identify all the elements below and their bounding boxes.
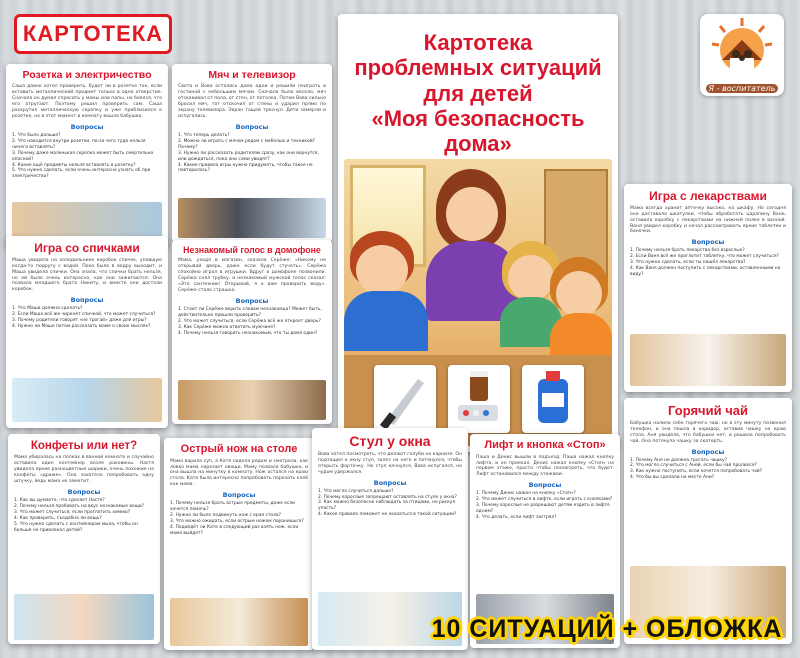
card-title: Розетка и электричество (22, 69, 152, 81)
logo (700, 14, 784, 96)
card-illustration (178, 380, 326, 420)
card-text: Света и Вова остались дома одни и решили поиграть в гостиной с небольшим мячом. Сначала было весело, мяч отскакивал от пола, от стен, от потолка. Потом Вова сильно бросил мяч, тот отскочил от стены и ударил прямо по экрану телевизора. Экран тащей треснул. Дети замерли и испугались. (178, 84, 326, 119)
card-title: Лифт и кнопка «Стоп» (484, 439, 606, 451)
question-item: 1. Почему Аня не должна трогать чашку? (630, 457, 727, 463)
card-matches (6, 236, 168, 428)
questions-heading: Вопросы (691, 447, 725, 456)
card-text: Паша и Денис вышли в подъезд. Паша нажал кнопку лифта, и он приехал. Денис нажал кнопку «Стоп» на первом этаже, просто чтобы посмотреть, что будет. Лифт остановился между этажами. (476, 454, 614, 478)
question-item: 2. Почему нельзя пробовать на вкус незнакомые вещи? (14, 503, 144, 509)
card-text: Бабушка налила себе горячего чаю, но в эту минуту позвонил телефон, и она пошла в коридор, оставив чашку на краю стола. Аня увидела, что бабушки нет, и решила попробовать чай. Она потянула чашку за скатерть. (630, 420, 786, 444)
questions-heading: Вопросы (235, 122, 269, 131)
question-item: 3. Почему родители говорят «не трогай» даже для игры? (12, 318, 147, 324)
card-text: Мама варила суп, а Катя сидела рядом и смотрела, как ловко мама нарезает овощи. Маму позвала бабушка, и она вышла на минутку в комнату. Нож остался на краю стола. Кате было интересно попробовать порезать хлеб как мама. (170, 458, 308, 488)
card-title: Игра с лекарствами (649, 189, 767, 203)
card-medicine (624, 184, 792, 392)
card-title: Горячий чай (668, 403, 748, 418)
card-text: Маша увидела на холодильнике коробок спичек, упавшую когда-то подругу с водой. Пока была в ведру выходит, и Маша увидела спички. Она знала, что спички брать нельзя, но ей было очень интересно, как они зажигаются. Она позвала младшего брата Никиту, и вместе они достали коробок. (12, 257, 162, 293)
question-item: 4. Как Ваня должен поступить с лекарствами, оставленными на виду? (630, 266, 781, 278)
question-item: 2. Что может случиться, если Серёжа всё же откроет дверь? (178, 318, 321, 324)
card-illustration (12, 378, 162, 422)
question-item: 3. Почему даже маленькая скрепка может быть смертельно опасной? (12, 150, 154, 162)
question-item: 4. Какие правила игры нужно придумать, чтобы такое не повторилось? (178, 162, 313, 174)
card-socket (6, 64, 168, 248)
question-item: 2. Если Ваня всё же проглотит таблетку, что может случиться? (630, 254, 779, 260)
knife-card (374, 365, 436, 433)
question-item: 2. Что может случиться в лифте, если играть с кнопками? (476, 497, 613, 503)
question-item: 1. Почему нельзя брать лекарства без взрослых? (630, 248, 745, 254)
question-item: 3. Что можно ожидать, если острым ножом поранишься? (170, 519, 304, 525)
card-text: Мама всегда хранит аптечку высоко, на шкафу. Но сегодня она доставала шкатулки, чтобы обработать царапину Ване, оставила коробку с лекарствами на нижней полке в ванной. Ваня увидел коробку и начал рассматривать яркие таблетки и баночки. (630, 205, 786, 235)
question-item: 2. Можно ли играть с мячом рядом с мебелью и техникой? Почему? (178, 138, 315, 150)
detergent-icon (522, 365, 584, 433)
question-item: 4. Почему нельзя говорить незнакомым, что ты дома один? (178, 330, 318, 336)
question-item: 4. Какое правило поможет не оказаться в такой ситуации? (318, 512, 457, 518)
question-item: 1. Почему нельзя брать острые предметы, даже если хочется помочь? (170, 501, 296, 513)
question-item: 3. Как можно безопасно наблюдать за птицами, не рискуя упасть? (318, 500, 455, 512)
card-hot-tea (624, 398, 792, 644)
card-illustration (630, 334, 786, 386)
cover-title-line4: «Моя безопасность дома» (371, 105, 585, 157)
card-ball-tv (172, 64, 332, 242)
card-intercom (172, 240, 332, 424)
card-text: Мама, уходя в магазин, сказала Серёже: «Никому не открывай дверь, даже если будут стучать». Серёжа спокойно играл в игрушки. Вдруг в домофоне позвонили. Серёжа снял трубку, и незнакомый мужской голос сказал: «Это сантехник! Открывай, я к вам проверить воду». Серёже стало страшно. (178, 258, 326, 294)
questions-heading: Вопросы (70, 122, 104, 131)
card-knife (164, 438, 314, 650)
card-title: Игра со спичками (34, 241, 140, 255)
girl-face (508, 255, 554, 301)
question-item: 1. Что теперь делать? (178, 132, 230, 138)
card-title: Стул у окна (349, 433, 431, 449)
question-item: 3. Что может случиться, если проглотить химию? (14, 509, 131, 515)
boy-right-face (556, 271, 602, 317)
card-title: Острый нож на столе (180, 443, 298, 455)
logo-emblem-icon (700, 14, 784, 78)
question-item: 4. Какие ещё предметы нельзя вставлять в розетку? (12, 162, 136, 168)
question-item: 2. Нужно ли было подвинуть нож с края стола? (170, 513, 281, 519)
card-illustration (14, 594, 154, 640)
question-item: 5. Что нужно сделать с контейнером мыла, чтобы он больше не привлекал детей? (14, 521, 138, 533)
question-item: 2. Что находится внутри розетки, по-за чего туда нельзя ничего вставлять? (12, 138, 146, 150)
question-item: 4. Что бы вы сделали на месте Ани? (630, 475, 715, 481)
questions-heading: Вопросы (70, 296, 104, 305)
question-item: 3. Почему взрослые не разрешают детям ездить в лифте одним? (476, 503, 610, 515)
question-item: 3. Что нужно сделать, если ты нашёл лекарства? (630, 260, 746, 266)
question-item: 1. Как вы думаете, что сделает Настя? (14, 497, 105, 503)
question-item: 2. Почему взрослые запрещают оставлять на стуле у окна? (318, 494, 457, 500)
cover-title-line2: проблемных ситуаций (354, 55, 602, 81)
questions-heading: Вопросы (373, 478, 407, 487)
mother-face (446, 187, 498, 241)
footer-banner: 10 СИТУАЦИЙ + ОБЛОЖКА (431, 615, 783, 643)
questions-heading: Вопросы (691, 238, 725, 247)
pills-icon (448, 365, 510, 433)
header-badge: КАРТОТЕКА (14, 14, 172, 54)
logo-caption: Я - воспитатель (706, 84, 778, 93)
questions-heading: Вопросы (235, 297, 269, 306)
card-title: Мяч и телевизор (208, 69, 296, 81)
card-text: Вова хотел посмотреть, что делают голуби на карнизе. Он подтащил к окну стул, залез на него и потянулся, чтобы открыть форточку. Но стул качнулся, Вова испугался, но чудом удержался. (318, 451, 462, 475)
question-item: 5. Что нужно сделать, если очень интересно узнать об при электричество? (12, 168, 151, 180)
question-item: 1. Что Маша должна сделать? (12, 306, 83, 312)
question-item: 1. Что было дальше? (12, 132, 61, 138)
question-item: 4. Что делать, если лифт застрял? (476, 515, 557, 521)
question-item: 3. Как Серёже можно ответить мужчине? (178, 324, 276, 330)
card-title: Незнакомый голос в домофоне (183, 245, 321, 255)
boy-left-body (344, 291, 428, 351)
card-illustration (170, 598, 308, 646)
questions-heading: Вопросы (528, 481, 562, 490)
boy-left-face (356, 245, 408, 295)
questions-heading: Вопросы (67, 487, 101, 496)
question-item: 1. Почему Денис нажал на кнопку «Стоп»? (476, 491, 576, 497)
cover-card (338, 14, 618, 452)
question-item: 1. Что могло случиться дальше? (318, 488, 394, 494)
card-text: Саша давно хотел проверить, будет ли в розетке ток, если вставить металлический предмет только в одно отверстие. Сначала он думал спросить у мамы или папы, но боялся, что его отругают. Поэтому решил проверить сам. Саша раскрутил металлическую скрепку и уже приблизился к розетке, но в этот момент в комнату вошла бабушка. (12, 84, 162, 119)
question-item: 2. Если Маша всё же чиркнет спичкой, что может случиться? (12, 312, 156, 318)
cover-title (338, 14, 618, 156)
questions-heading: Вопросы (222, 491, 256, 500)
cover-illustration (344, 159, 612, 446)
cover-title-line1: Картотека (423, 30, 533, 55)
question-item: 4. Нужно ли Маше потом рассказать маме о своих мыслях? (12, 324, 151, 330)
card-title: Конфеты или нет? (30, 440, 138, 452)
question-item: 3. Нужно ли рассказать родителям сразу, как они вернутся, или дождаться, пока они сами увидят? (178, 150, 319, 162)
card-text: Мама убиралась на полках в ванной комнате и случайно оставила один контейнер возле раковины. Настя увидела яркие разноцветные шарики, очень похожие на конфеты «драже». Она захотела попробовать одну штучку, ведь мама не заметит. (14, 455, 154, 484)
question-item: 1. Стоит ли Серёже верить словам незнакомца? Может быть, действительно пришли проверить? (178, 307, 322, 318)
cover-title-line3: для детей (423, 80, 533, 106)
question-item: 4. Подойдёт ли Кате в следующий раз взять нож, если мама выйдет? (170, 525, 299, 537)
question-item: 2. Что могло случиться с Аней, если бы чай пролился? (630, 463, 757, 469)
pills-card (448, 365, 510, 433)
knife-icon (374, 365, 436, 433)
question-item: 4. Как проверить, съедобна ли вещь? (14, 515, 102, 521)
card-illustration (178, 198, 326, 238)
detergent-card (522, 365, 584, 433)
question-item: 3. Как нужно поступить, если хочется попробовать чай? (630, 469, 762, 475)
card-candies (8, 434, 160, 644)
